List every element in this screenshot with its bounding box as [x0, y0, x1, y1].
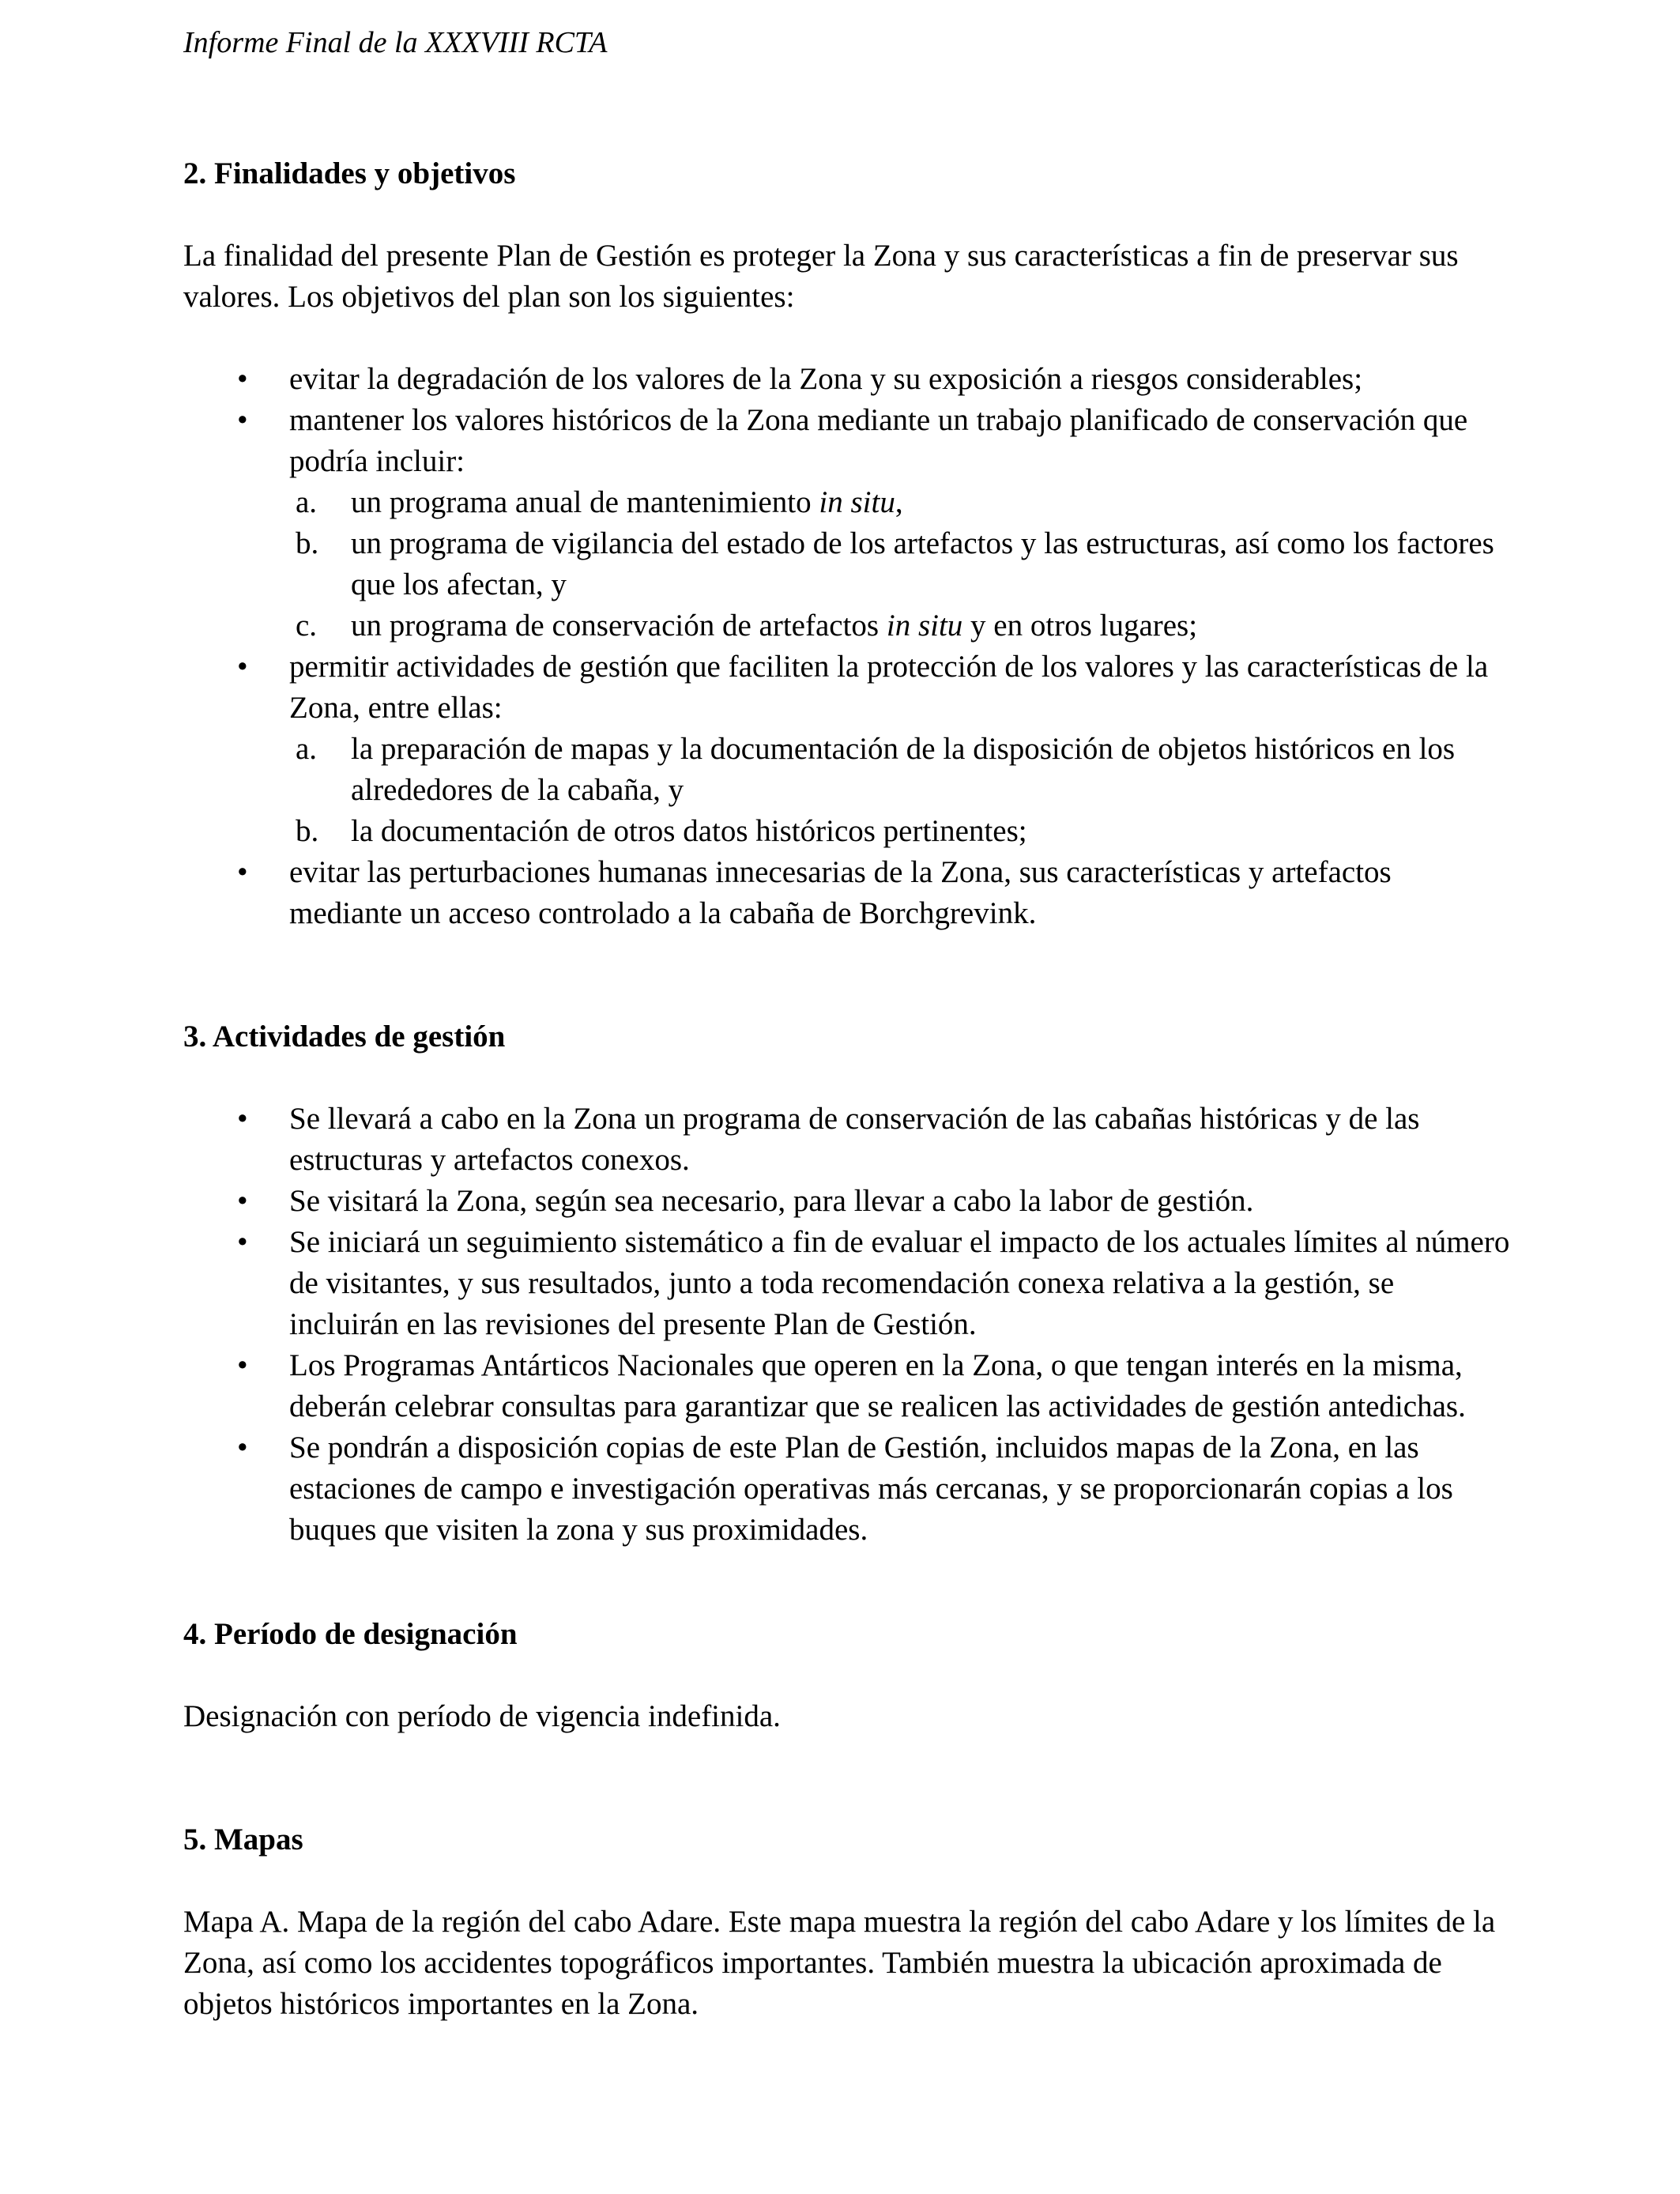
sub-item-emphasis: in situ [886, 609, 963, 643]
sub-list-item [289, 523, 1511, 605]
sub-list [289, 729, 1511, 852]
sub-item-text: la preparación de mapas y la documentación de la disposición de objetos históricos en los alrededores de la cabaña, y [351, 732, 1456, 807]
activity-text: Se llevará a cabo en la Zona un programa de conservación de las cabañas históricas y de las estructuras y artefactos conexos. [289, 1102, 1420, 1177]
sub-item-emphasis: in situ [819, 485, 895, 519]
document-page [183, 22, 1511, 2025]
objective-text: permitir actividades de gestión que faciliten la protección de los valores y las características de la Zona, entre ellas: [289, 650, 1489, 725]
sub-item-text: la documentación de otros datos históricos pertinentes; [351, 814, 1027, 848]
section-4-heading: 4. Período de designación [183, 1617, 518, 1651]
sub-item-text: , [895, 485, 903, 519]
list-item [183, 1345, 1511, 1427]
list-item [183, 647, 1511, 852]
sub-list-item [289, 811, 1511, 852]
bullet-icon: • [237, 650, 248, 684]
section-5-heading: 5. Mapas [183, 1823, 303, 1857]
sub-marker: a. [296, 732, 318, 766]
bullet-icon: • [237, 1184, 248, 1218]
list-item [183, 359, 1511, 400]
bullet-icon: • [237, 855, 248, 889]
objective-text: evitar la degradación de los valores de la Zona y su exposición a riesgos considerables; [289, 362, 1363, 396]
bullet-icon: • [237, 1431, 248, 1465]
sub-item-text: un programa de conservación de artefactos [351, 609, 887, 643]
section-3-heading: 3. Actividades de gestión [183, 1020, 506, 1054]
list-item [183, 1222, 1511, 1345]
activity-text: Se iniciará un seguimiento sistemático a fin de evaluar el impacto de los actuales límites al número de visitantes, y sus resultados, junto a toda recomendación conexa relativa a la gestión, se incluirán en las revisiones del presente Plan de Gestión. [289, 1225, 1510, 1341]
sub-list [289, 482, 1511, 647]
list-item [183, 852, 1511, 934]
objectives-list [183, 359, 1511, 934]
running-header: Informe Final de la XXXVIII RCTA [183, 26, 608, 59]
sub-marker: a. [296, 485, 318, 519]
sub-list-item [289, 482, 1511, 523]
list-item [183, 1099, 1511, 1181]
sub-marker: b. [296, 814, 319, 848]
sub-marker: c. [296, 609, 318, 643]
sub-list-item [289, 729, 1511, 811]
list-item [183, 1181, 1511, 1222]
list-item [183, 1427, 1511, 1551]
activity-text: Se pondrán a disposición copias de este Plan de Gestión, incluidos mapas de la Zona, en las estaciones de campo e investigación operativas más cercanas, y se proporcionarán copias a los buques que visiten la zona y sus proximidades. [289, 1431, 1453, 1547]
management-activities-list [183, 1099, 1511, 1551]
objective-text: mantener los valores históricos de la Zona mediante un trabajo planificado de conservación que podría incluir: [289, 403, 1468, 478]
activity-text: Los Programas Antárticos Nacionales que operen en la Zona, o que tengan interés en la misma, deberán celebrar consultas para garantizar que se realicen las actividades de gestión antedichas. [289, 1348, 1466, 1423]
list-item [183, 400, 1511, 647]
objective-text: evitar las perturbaciones humanas innecesarias de la Zona, sus características y artefactos mediante un acceso controlado a la cabaña de Borchgrevink. [289, 855, 1392, 930]
sub-item-text: un programa anual de mantenimiento [351, 485, 819, 519]
sub-item-text: un programa de vigilancia del estado de los artefactos y las estructuras, así como los factores que los afectan, y [351, 526, 1494, 601]
sub-item-text: y en otros lugares; [962, 609, 1198, 643]
section-2-intro: La finalidad del presente Plan de Gestión es proteger la Zona y sus características a fin de preservar sus valores. Los objetivos del plan son los siguientes: [183, 239, 1459, 314]
bullet-icon: • [237, 1348, 248, 1382]
bullet-icon: • [237, 362, 248, 396]
sub-marker: b. [296, 526, 319, 560]
activity-text: Se visitará la Zona, según sea necesario, para llevar a cabo la labor de gestión. [289, 1184, 1254, 1218]
bullet-icon: • [237, 1225, 248, 1259]
bullet-icon: • [237, 403, 248, 437]
sub-list-item [289, 605, 1511, 647]
section-4-text: Designación con período de vigencia indefinida. [183, 1699, 781, 1733]
section-2-heading: 2. Finalidades y objetivos [183, 156, 516, 190]
bullet-icon: • [237, 1102, 248, 1136]
section-5-text: Mapa A. Mapa de la región del cabo Adare. Este mapa muestra la región del cabo Adare y los límites de la Zona, así como los accidentes topográficos importantes. También muestra la ubicación aproximada de objetos históricos importantes en la Zona. [183, 1905, 1496, 2021]
